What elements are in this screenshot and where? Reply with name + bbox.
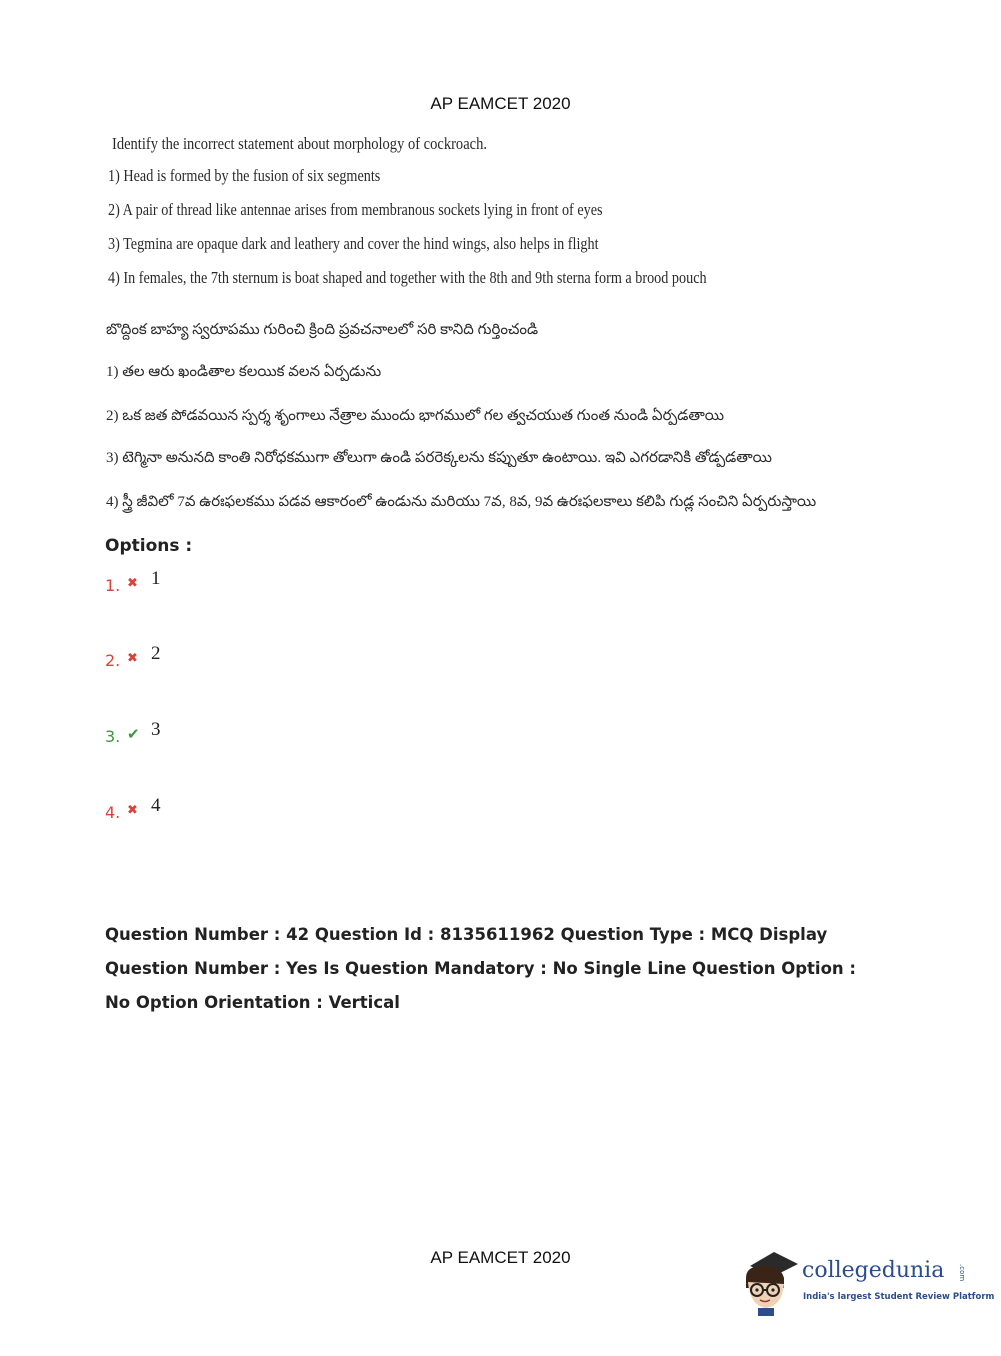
page-header-title: AP EAMCET 2020 (430, 94, 571, 113)
options-heading: Options : (105, 536, 193, 556)
option-value: 1 (151, 568, 161, 589)
english-option-2: 2) A pair of thread like antennae arises from membranous sockets lying in front of eyes (108, 200, 603, 219)
check-icon: ✔ (127, 725, 140, 743)
cross-icon: ✖ (127, 576, 138, 591)
collegedunia-logo[interactable] (740, 1248, 995, 1318)
option-number: 2. (105, 651, 121, 670)
logo-dotcom: .com (958, 1264, 966, 1282)
option-number: 3. (105, 727, 121, 746)
option-number: 4. (105, 803, 121, 822)
cross-icon: ✖ (127, 803, 138, 818)
question-stem-telugu: బొద్దింక బాహ్య స్వరూపము గురించి క్రింది ప్రవచనాలలో సరి కానిది గుర్తించండి (106, 322, 539, 338)
logo-tagline: India's largest Student Review Platform (803, 1292, 995, 1302)
telugu-option-4: 4) స్త్రీ జీవిలో 7వ ఉరఃఫలకము పడవ ఆకారంలో ఉండును మరియు 7వ, 8వ, 9వ ఉరఃఫలకాలు కలిపి గుడ్ల సంచిని ఏర్పరుస్తాయి (106, 494, 817, 510)
mascot-icon (740, 1248, 802, 1318)
option-value: 4 (151, 795, 161, 816)
telugu-option-3: 3) టెగ్మినా అనునది కాంతి నిరోధకముగా తోలుగా ఉండి పరరెక్కలను కప్పుతూ ఉంటాయి. ఇవి ఎగరడానికి తోడ్పడతాయి (106, 450, 772, 466)
cross-icon: ✖ (127, 651, 138, 666)
option-value: 3 (151, 719, 161, 740)
english-option-3: 3) Tegmina are opaque dark and leathery and cover the hind wings, also helps in flight (108, 234, 599, 253)
page-footer-title: AP EAMCET 2020 (430, 1248, 571, 1267)
question-metadata: Question Number : 42 Question Id : 8135611962 Question Type : MCQ Display Question Number : Yes Is Question Mandatory : No Single Line Question Option : No Option Orientation : Vertical (105, 925, 857, 1012)
logo-wordmark: collegedunia (802, 1258, 945, 1283)
telugu-option-2: 2) ఒక జత పోడవయిన స్పర్శ శృంగాలు నేత్రాల ముందు భాగములో గల త్వచయుత గుంత నుండి ఏర్పడతాయి (106, 408, 725, 424)
english-option-4: 4) In females, the 7th sternum is boat shaped and together with the 8th and 9th sterna form a brood pouch (108, 268, 707, 287)
option-number: 1. (105, 576, 121, 595)
option-value: 2 (151, 643, 161, 664)
question-stem-english: Identify the incorrect statement about morphology of cockroach. (112, 134, 487, 153)
telugu-option-1: 1) తల ఆరు ఖండితాల కలయిక వలన ఏర్పడును (106, 364, 382, 380)
english-option-1: 1) Head is formed by the fusion of six segments (108, 166, 381, 185)
